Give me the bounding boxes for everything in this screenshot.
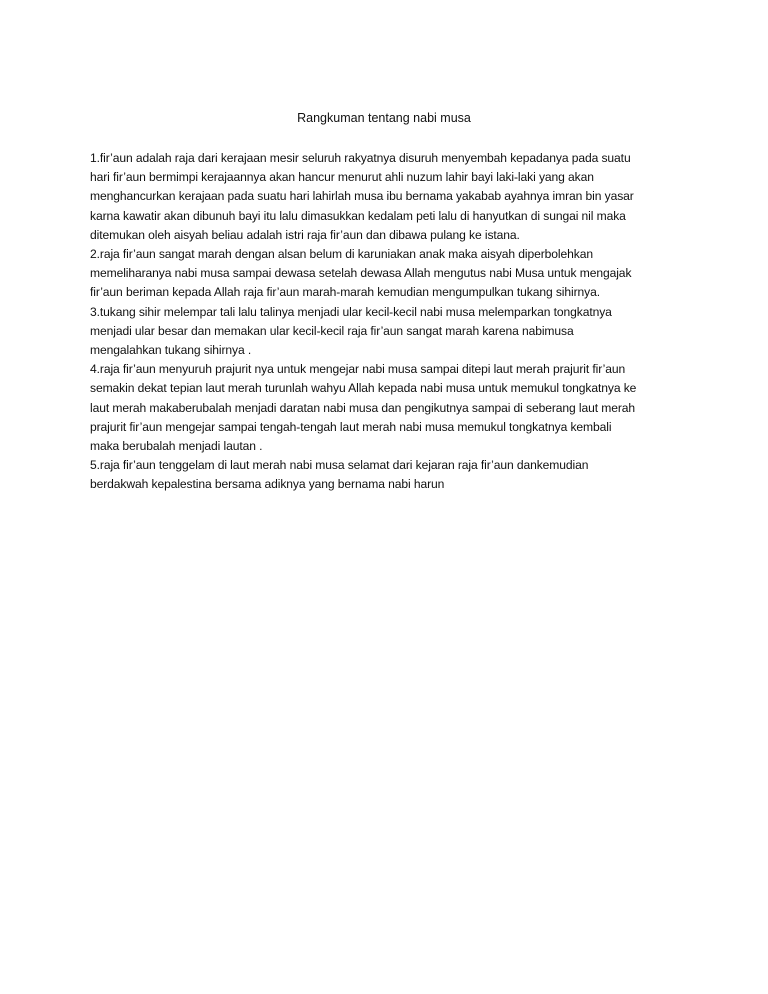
- paragraph-3: [90, 303, 690, 361]
- paragraph-4: [90, 360, 690, 456]
- text-line: ditemukan oleh aisyah beliau adalah istri raja fir’aun dan dibawa pulang ke istana.: [90, 227, 520, 242]
- text-line: 5.raja fir’aun tenggelam di laut merah nabi musa selamat dari kejaran raja fir’aun dankemudian: [90, 458, 589, 473]
- text-line: hari fir’aun bermimpi kerajaannya akan hancur menurut ahli nuzum lahir bayi laki-laki yang akan: [90, 170, 594, 185]
- text-line: menghancurkan kerajaan pada suatu hari lahirlah musa ibu bernama yakabab ayahnya imran bin yasar: [90, 189, 634, 204]
- text-line: prajurit fir’aun mengejar sampai tengah-tengah laut merah nabi musa memukul tongkatnya kembali: [90, 419, 612, 434]
- text-line: karna kawatir akan dibunuh bayi itu lalu dimasukkan kedalam peti lalu di hanyutkan di sungai nil maka: [90, 208, 626, 223]
- text-line: mengalahkan tukang sihirnya .: [90, 343, 252, 358]
- paragraph-1: [90, 149, 690, 245]
- paragraph-2: [90, 245, 690, 303]
- document-body: [90, 149, 690, 495]
- document-title: Rangkuman tentang nabi musa: [297, 111, 471, 125]
- text-line: semakin dekat tepian laut merah turunlah wahyu Allah kepada nabi musa untuk memukul tongkatnya ke: [90, 381, 637, 396]
- text-line: berdakwah kepalestina bersama adiknya yang bernama nabi harun: [90, 477, 445, 492]
- text-line: 4.raja fir’aun menyuruh prajurit nya untuk mengejar nabi musa sampai ditepi laut merah prajurit fir’aun: [90, 362, 626, 377]
- text-line: 1.fir’aun adalah raja dari kerajaan mesir seluruh rakyatnya disuruh menyembah kepadanya pada suatu: [90, 151, 631, 165]
- text-line: memeliharanya nabi musa sampai dewasa setelah dewasa Allah mengutus nabi Musa untuk mengajak: [90, 266, 632, 281]
- text-line: laut merah makaberubalah menjadi daratan nabi musa dan pengikutnya sampai di seberang laut merah: [90, 400, 636, 415]
- text-line: fir’aun beriman kepada Allah raja fir’aun marah-marah kemudian mengumpulkan tukang sihirnya.: [90, 285, 600, 300]
- text-line: maka berubalah menjadi lautan .: [90, 439, 263, 454]
- text-line: 3.tukang sihir melempar tali lalu talinya menjadi ular kecil-kecil nabi musa melemparkan tongkatnya: [90, 304, 612, 319]
- paragraph-5: [90, 456, 690, 494]
- text-line: 2.raja fir’aun sangat marah dengan alsan belum di karuniakan anak maka aisyah diperbolehkan: [90, 247, 593, 262]
- text-line: menjadi ular besar dan memakan ular kecil-kecil raja fir’aun sangat marah karena nabimusa: [90, 323, 574, 338]
